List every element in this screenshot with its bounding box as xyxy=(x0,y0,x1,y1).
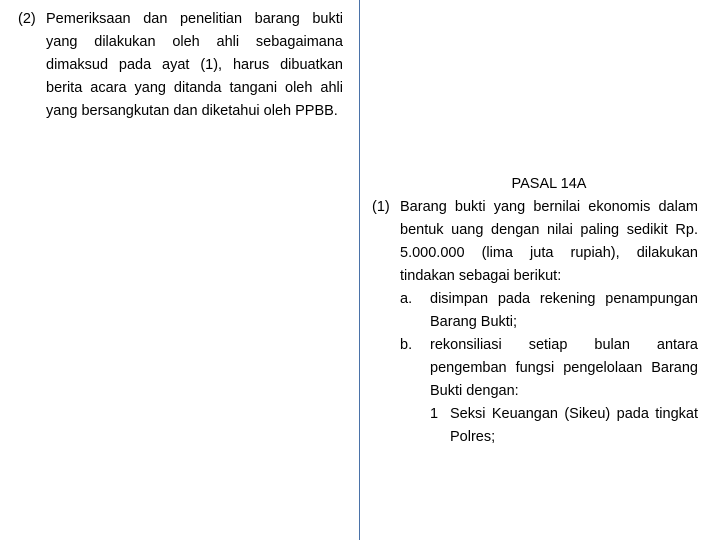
paragraph-text: Barang bukti yang bernilai ekonomis dalam bentuk uang dengan nilai paling sedikit Rp. 5.000.000 (lima juta rupiah), dilakukan tindakan sebagai berikut: xyxy=(400,199,698,284)
sub-item-a xyxy=(400,288,698,334)
article-heading: PASAL 14A xyxy=(511,176,587,192)
sub-item-b xyxy=(400,334,698,449)
paragraph-2 xyxy=(18,8,343,123)
sub-sub-item-1 xyxy=(430,403,698,449)
sub-item-text: disimpan pada rekening penampungan Barang Bukti; xyxy=(430,291,698,330)
sub-sub-item-label: 1 xyxy=(430,406,439,422)
paragraph-text: Pemeriksaan dan penelitian barang bukti yang dilakukan oleh ahli sebagaimana dimaksud pada ayat (1), harus dibuatkan berita acara yang ditanda tangani oleh ahli yang bersangkutan dan diketahui oleh PPBB. xyxy=(46,11,343,119)
sub-item-label: b. xyxy=(400,337,413,353)
paragraph-1 xyxy=(372,196,698,449)
paragraph-number: (1) xyxy=(372,199,390,215)
left-column xyxy=(18,8,343,123)
sub-item-text: rekonsiliasi setiap bulan antara pengemban fungsi pengelolaan Barang Bukti dengan: xyxy=(430,337,698,399)
sub-item-label: a. xyxy=(400,291,413,307)
paragraph-number: (2) xyxy=(18,11,36,27)
column-divider xyxy=(359,0,360,540)
right-column xyxy=(372,173,698,449)
sub-sub-item-text: Seksi Keuangan (Sikeu) pada tingkat Polres; xyxy=(450,406,698,445)
